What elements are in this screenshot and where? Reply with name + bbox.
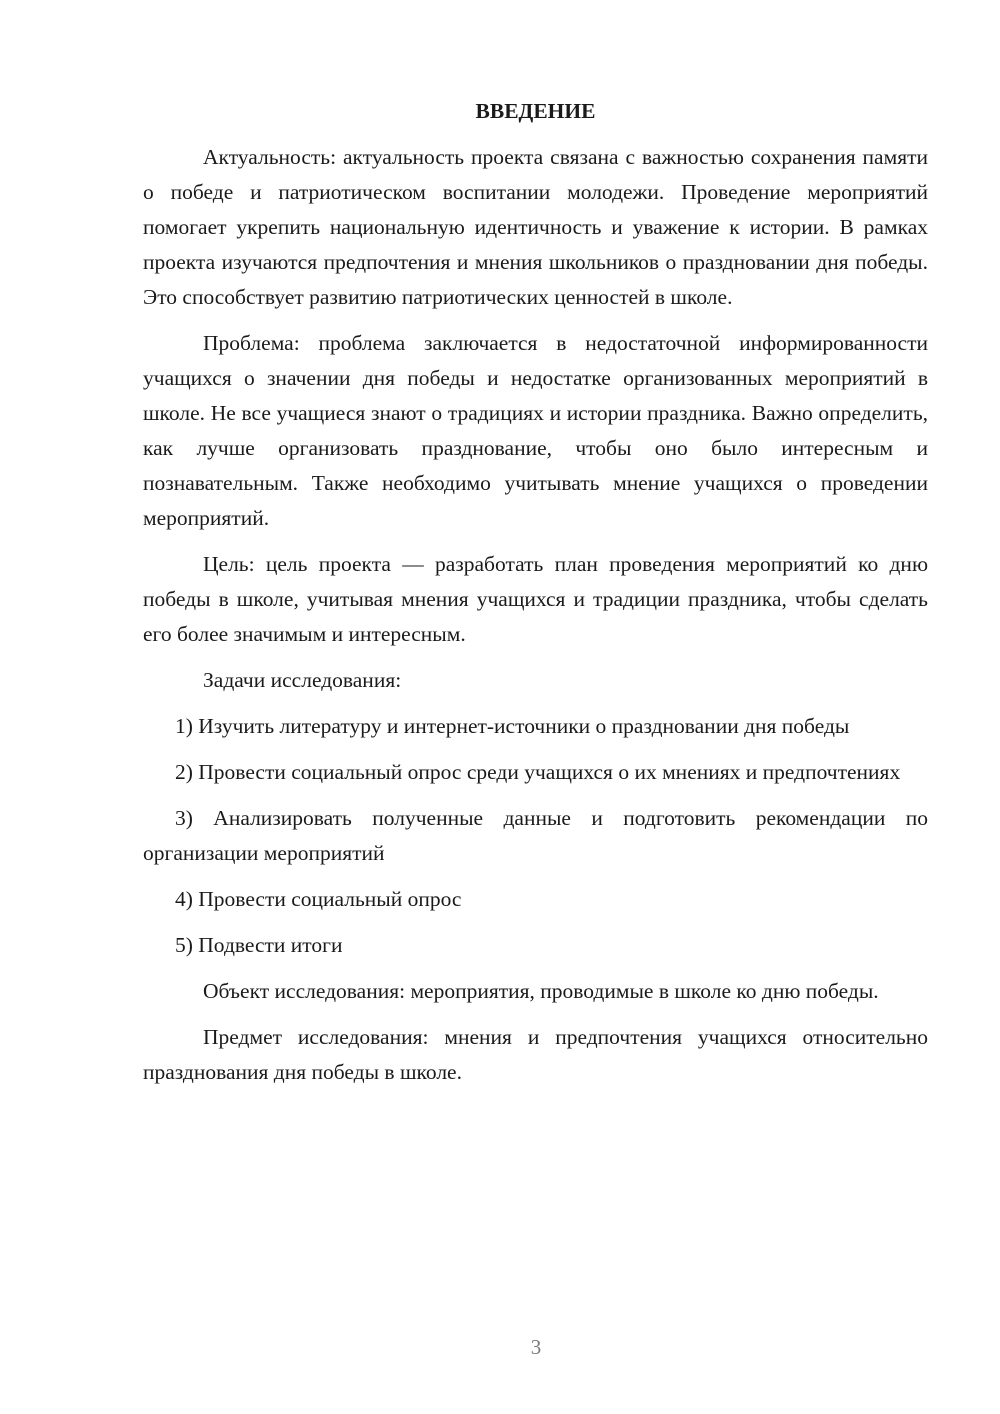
page-content (143, 96, 928, 1101)
subject-paragraph: Предмет исследования: мнения и предпочтения учащихся относительно празднования дня победы в школе. (143, 1025, 928, 1084)
goal-paragraph: Цель: цель проекта — разработать план проведения мероприятий ко дню победы в школе, учитывая мнения учащихся и традиции праздника, чтобы сделать его более значимым и интересным. (143, 552, 928, 646)
tasks-heading: Задачи исследования: (203, 668, 402, 692)
task-item: 3) Анализировать полученные данные и подготовить рекомендации по организации мероприятий (143, 806, 928, 865)
tasks-list (143, 709, 928, 963)
problem-paragraph: Проблема: проблема заключается в недостаточной информированности учащихся о значении дня победы и недостатке организованных мероприятий в школе. Не все учащиеся знают о традициях и истории праздника. Важно определить, как лучше организовать празднование, чтобы оно было интересным и познавательным. Также необходимо учитывать мнение учащихся о проведении мероприятий. (143, 331, 928, 530)
page-number: 3 (530, 1335, 542, 1359)
relevance-paragraph: Актуальность: актуальность проекта связана с важностью сохранения памяти о победе и патриотическом воспитании молодежи. Проведение мероприятий помогает укрепить национальную идентичность и уважение к истории. В рамках проекта изучаются предпочтения и мнения школьников о праздновании дня победы. Это способствует развитию патриотических ценностей в школе. (143, 145, 928, 309)
object-paragraph: Объект исследования: мероприятия, проводимые в школе ко дню победы. (203, 979, 879, 1003)
task-item: 2) Провести социальный опрос среди учащихся о их мнениях и предпочтениях (175, 760, 901, 784)
section-title: ВВЕДЕНИЕ (475, 99, 596, 123)
task-item: 5) Подвести итоги (175, 933, 343, 957)
task-item: 4) Провести социальный опрос (175, 887, 462, 911)
task-item: 1) Изучить литературу и интернет-источники о праздновании дня победы (175, 714, 850, 738)
